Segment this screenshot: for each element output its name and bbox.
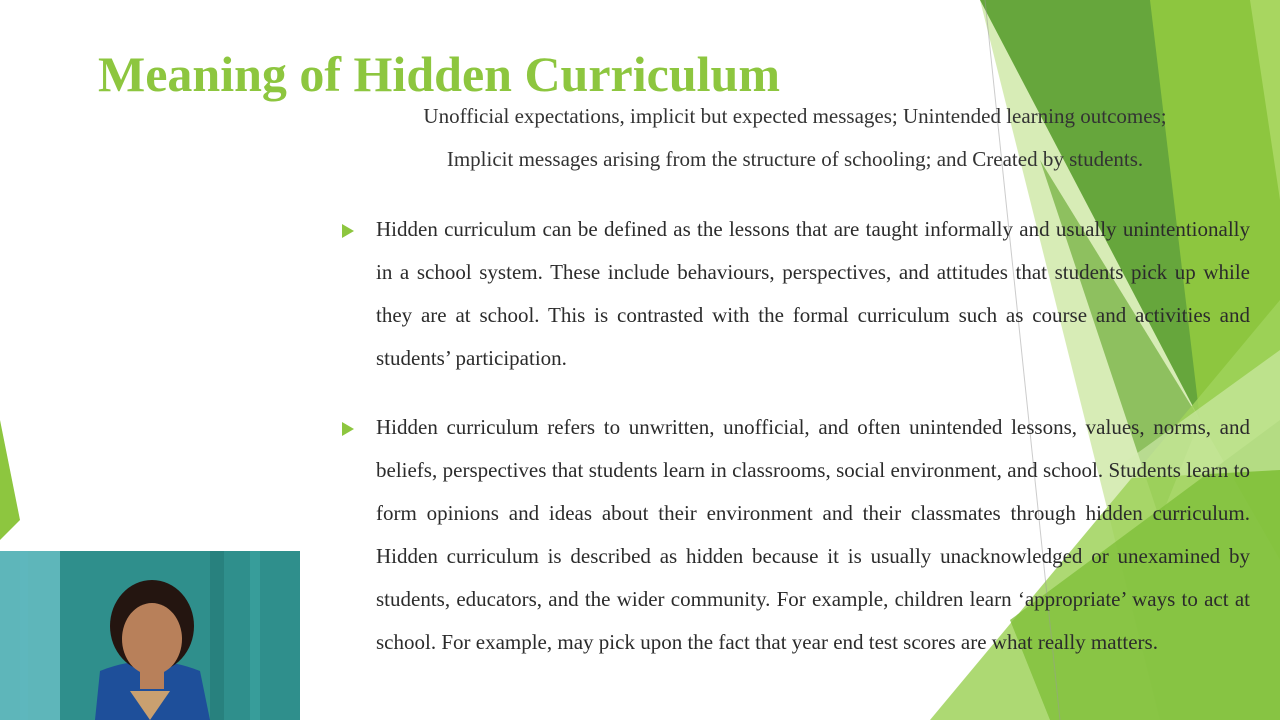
presenter-video-frame	[0, 551, 300, 720]
bullet-text: Hidden curriculum can be defined as the lessons that are taught informally and usually unintentionally in a school system. These include behaviours, perspectives, and attitudes that students pick up while they are at school. This is contrasted with the formal curriculum such as course and activities and students’ participation.	[376, 217, 1250, 370]
intro-line: Unofficial expectations, implicit but expected messages; Unintended learning outcomes;	[423, 104, 1167, 128]
list-item	[338, 208, 1250, 380]
slide-title: Meaning of Hidden Curriculum	[98, 46, 780, 102]
presenter-webcam	[0, 551, 300, 720]
intro-line: Implicit messages arising from the structure of schooling; and Created by students.	[446, 147, 1144, 171]
bullet-text: Hidden curriculum refers to unwritten, unofficial, and often unintended lessons, values, norms, and beliefs, perspectives that students learn in classrooms, social environment, and school. Students learn to form opinions and ideas about their environment and their classmates through hidden curriculum. Hidden curriculum is described as hidden because it is usually unacknowledged or unexamined by students, educators, and the wider community. For example, children learn ‘appropriate’ ways to act at school. For example, may pick upon the fact that year end test scores are what really matters.	[376, 415, 1250, 654]
bullet-list	[338, 208, 1250, 690]
intro-text	[340, 95, 1250, 181]
triangle-bullet-icon	[342, 422, 354, 436]
triangle-bullet-icon	[342, 224, 354, 238]
list-item	[338, 406, 1250, 664]
